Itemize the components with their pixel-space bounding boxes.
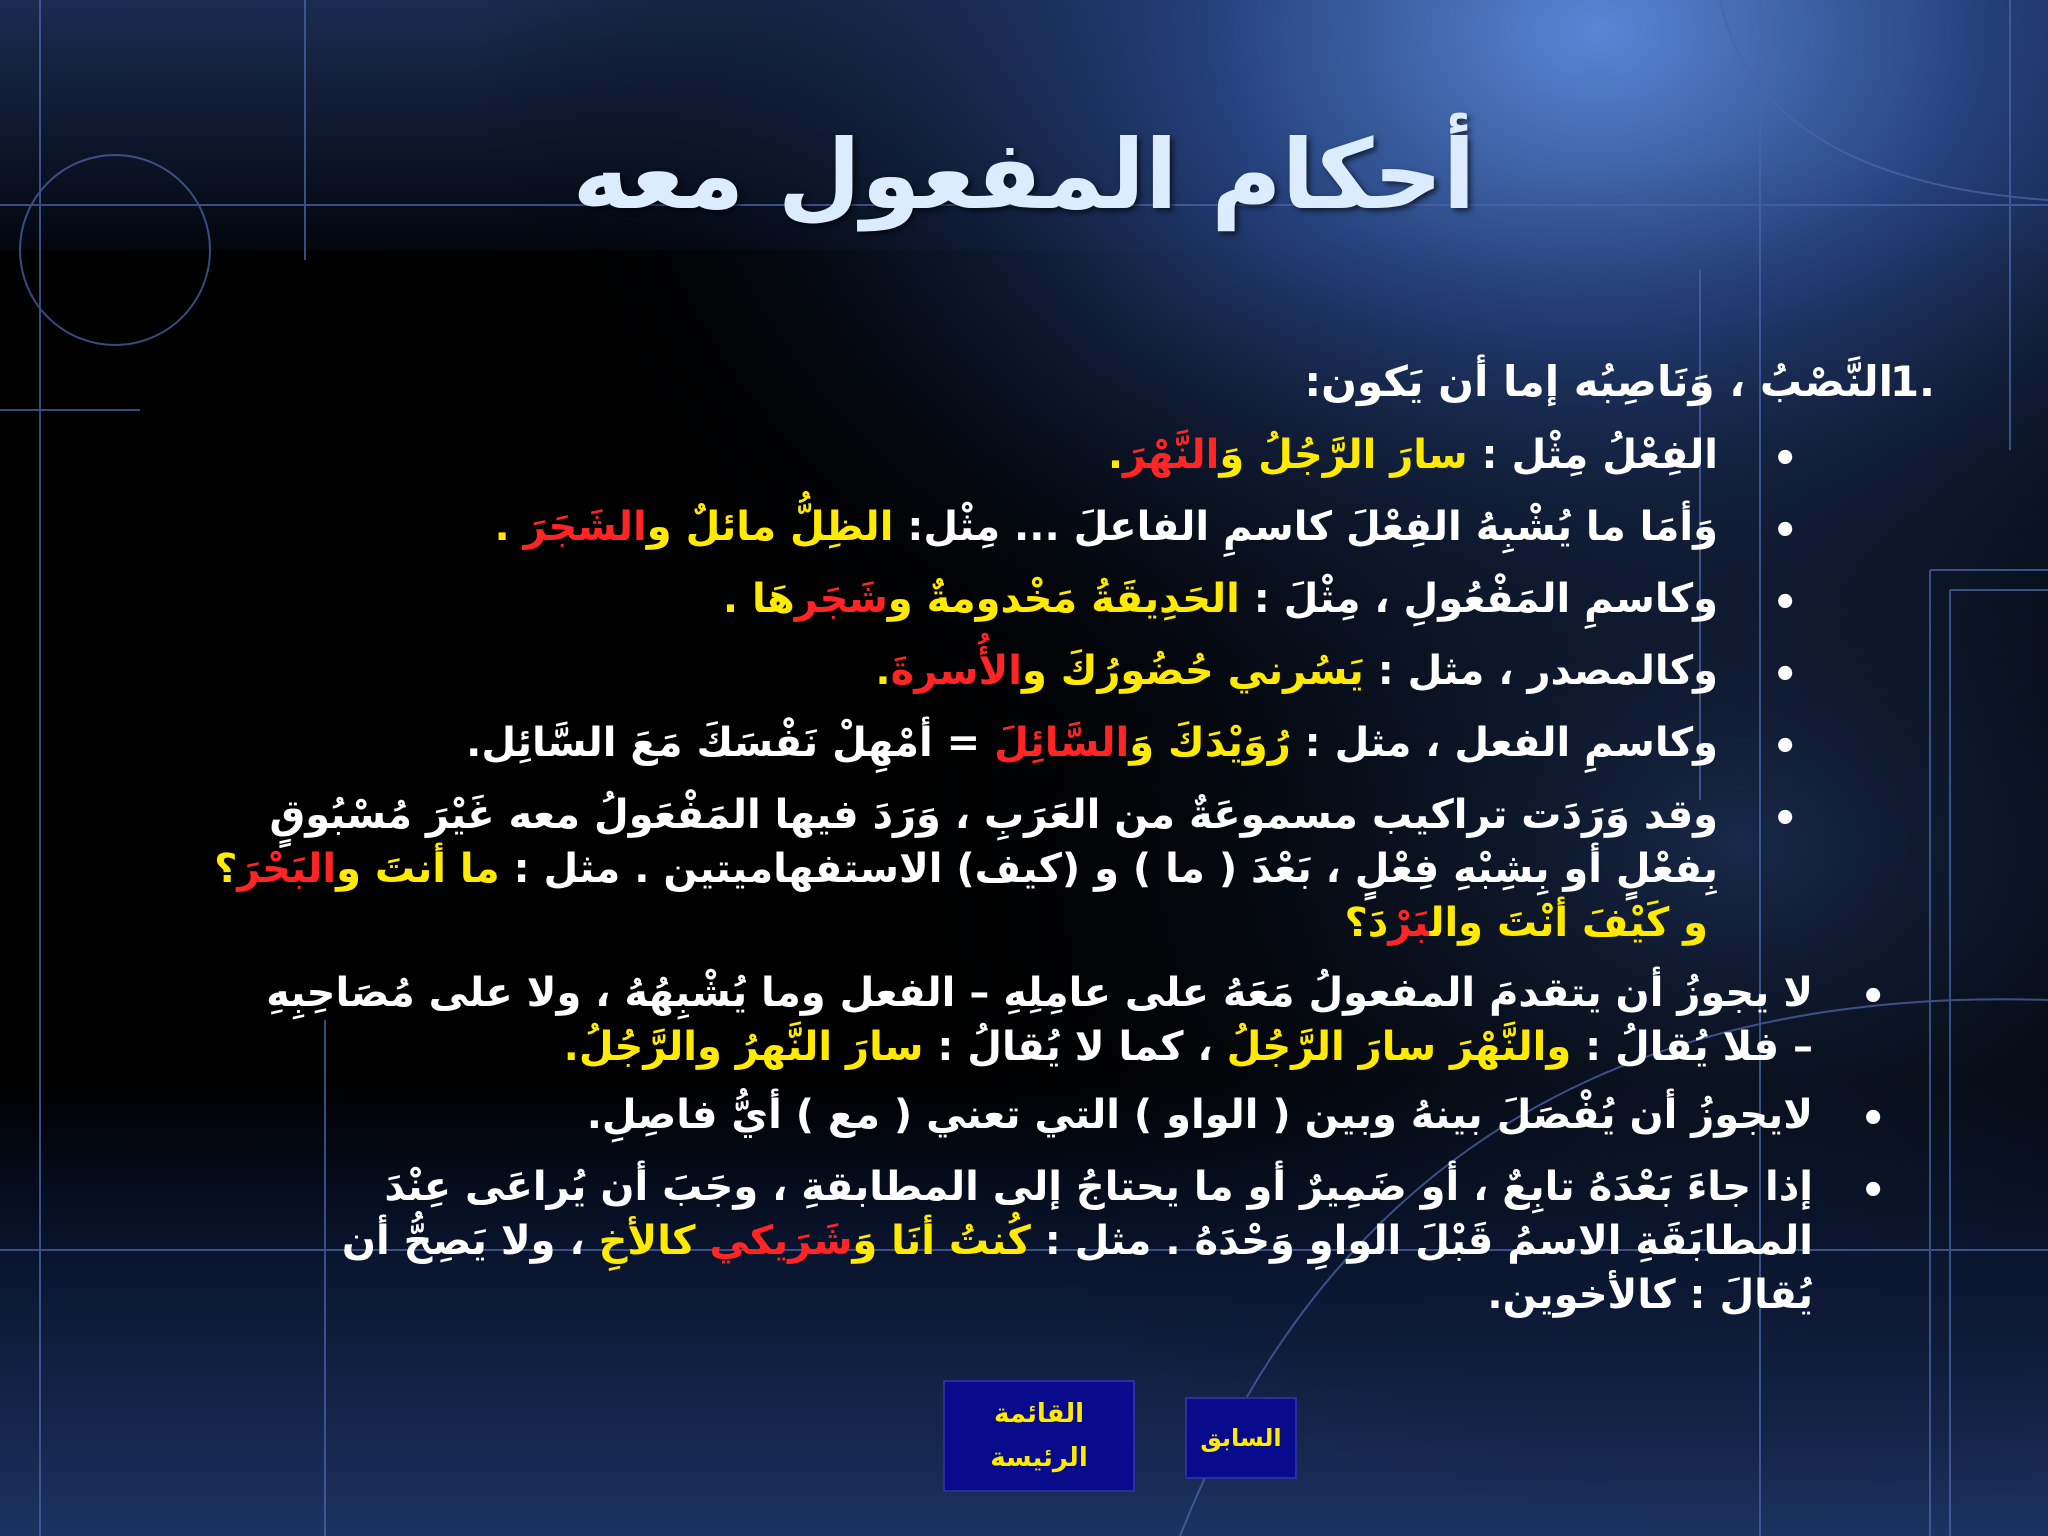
text-run: ما أنتَ و xyxy=(336,846,500,892)
text-run: سارَ النَّهرُ والرَّجُلُ. xyxy=(563,1024,924,1070)
sub-item-4 xyxy=(875,644,1718,698)
sub-item-1 xyxy=(1108,428,1718,482)
text-run: هَا . xyxy=(722,576,795,622)
text-run: دَ؟ xyxy=(1344,900,1389,946)
text-run: والنَّهْرَ سارَ الرَّجُلُ xyxy=(1226,1024,1572,1070)
text-run: النَّهْرَ xyxy=(1123,432,1220,478)
text-run: ، ولا يَصِحُّ أن xyxy=(341,1218,599,1264)
text-run: لا يجوزُ أن يتقدمَ المفعولُ مَعَهُ على عامِلِهِ – الفعل وما يُشْبِهُهُ ، ولا على مُصَاحِبِهِ xyxy=(266,970,1813,1016)
text-run: سارَ الرَّجُلُ وَ xyxy=(1219,432,1468,478)
main-bullet-3: • xyxy=(1860,1168,1886,1214)
intro-text: النَّصْبُ ، وَنَاصِبُه إما أن يَكون: xyxy=(1304,357,1893,406)
text-run: بَرْ xyxy=(1388,900,1430,946)
main-item-1-line-1 xyxy=(266,966,1813,1020)
text-run: الظِلُّ مائلٌ و xyxy=(646,504,894,550)
text-run: يَسُرني حُضُورُكَ و xyxy=(1021,648,1364,694)
sub-item-3 xyxy=(723,572,1718,626)
main-item-1-line-2 xyxy=(564,1020,1813,1074)
text-run: البَحْرَ xyxy=(237,846,337,892)
text-run: شَرَيكي xyxy=(709,1218,853,1264)
text-run: ؟ xyxy=(214,846,238,892)
sub-bullet-3: • xyxy=(1772,580,1798,626)
intro-number: 1. xyxy=(1889,357,1935,406)
main-menu-button[interactable] xyxy=(943,1380,1135,1492)
text-run: . xyxy=(875,648,891,694)
sub-item-6-line-3 xyxy=(1345,896,1709,950)
text-run: وكاسمِ المَفْعُولِ ، مِثْلَ : xyxy=(1239,576,1718,622)
main-item-3-line-2 xyxy=(342,1214,1813,1268)
text-run: وكاسمِ الفعل ، مثل : xyxy=(1290,720,1718,766)
main-menu-label-line-2: الرئيسة xyxy=(990,1443,1088,1473)
text-run: الأُسرةَ xyxy=(890,648,1022,694)
sub-item-5 xyxy=(466,716,1718,770)
text-run: السَّائِلَ xyxy=(994,720,1130,766)
text-run: و كَيْفَ أنْتَ وال xyxy=(1429,900,1708,946)
sub-bullet-5: • xyxy=(1772,724,1798,770)
previous-button[interactable]: السابق xyxy=(1185,1397,1297,1479)
sub-bullet-4: • xyxy=(1772,652,1798,698)
text-run: الحَدِيقَةُ مَخْدومةٌ و xyxy=(887,576,1240,622)
sub-item-6-line-1: وقد وَرَدَت تراكيب مسموعَةٌ من العَرَبِ ، وَرَدَ فيها المَفْعَولُ معه غَيْرَ مُسْبُوقٍ xyxy=(269,792,1718,838)
text-run: الشَجَرَ xyxy=(523,504,647,550)
main-item-3-line-3 xyxy=(1487,1268,1813,1322)
text-run: المطابَقَةِ الاسمُ قَبْلَ الواوِ وَحْدَهُ . مثل : xyxy=(1030,1218,1813,1264)
sub-item-2 xyxy=(495,500,1719,554)
main-item-3-line-1 xyxy=(384,1160,1813,1214)
text-run: . xyxy=(1107,432,1124,478)
sub-bullet-2: • xyxy=(1772,508,1798,554)
text-run: = أمْهِلْ نَفْسَكَ مَعَ السَّائِل. xyxy=(466,720,995,766)
main-bullet-1: • xyxy=(1860,974,1886,1020)
sub-item-6-line-2 xyxy=(214,842,1718,896)
text-run: رُوَيْدَكَ وَ xyxy=(1129,720,1291,766)
main-item-2-line-1 xyxy=(587,1088,1813,1142)
text-run: الفِعْلُ مِثْل : xyxy=(1467,432,1718,478)
text-run: شَجَر xyxy=(794,576,888,622)
text-run: . xyxy=(494,504,524,550)
text-run: لايجوزُ أن يُفْصَلَ بينهُ وبين ( الواو ) التي تعني ( مع ) أيُّ فاصِلِ. xyxy=(586,1092,1813,1138)
text-run: كُنتُ أنَا وَ xyxy=(852,1218,1031,1264)
main-menu-label-line-1: القائمة xyxy=(993,1399,1085,1429)
slide-title: أحكام المفعول معه xyxy=(572,119,1476,231)
text-run: وكالمصدر ، مثل : xyxy=(1363,648,1718,694)
text-run: يُقالَ : كالأخوين. xyxy=(1487,1272,1813,1318)
text-run: بِفعْلٍ أو بِشِبْهِ فِعْلٍ ، بَعْدَ ( ما ) و (كيف) الاستفهاميتين . مثل : xyxy=(499,846,1718,892)
sub-bullet-6: • xyxy=(1772,796,1798,842)
text-run: ، كما لا يُقالُ : xyxy=(923,1024,1227,1070)
text-run: إذا جاءَ بَعْدَهُ تابِعٌ ، أو ضَمِيرٌ أو ما يحتاجُ إلى المطابقةِ ، وجَبَ أن يُراعَى عِنْدَ xyxy=(384,1164,1813,1210)
main-bullet-2: • xyxy=(1860,1096,1886,1142)
text-run: – فلا يُقالُ : xyxy=(1571,1024,1813,1070)
text-run: وَأمَا ما يُشْبِهُ الفِعْلَ كاسمِ الفاعلَ ... مِثْل: xyxy=(893,504,1718,550)
sub-bullet-1: • xyxy=(1772,436,1798,482)
text-run: كالأخِ xyxy=(598,1218,710,1264)
